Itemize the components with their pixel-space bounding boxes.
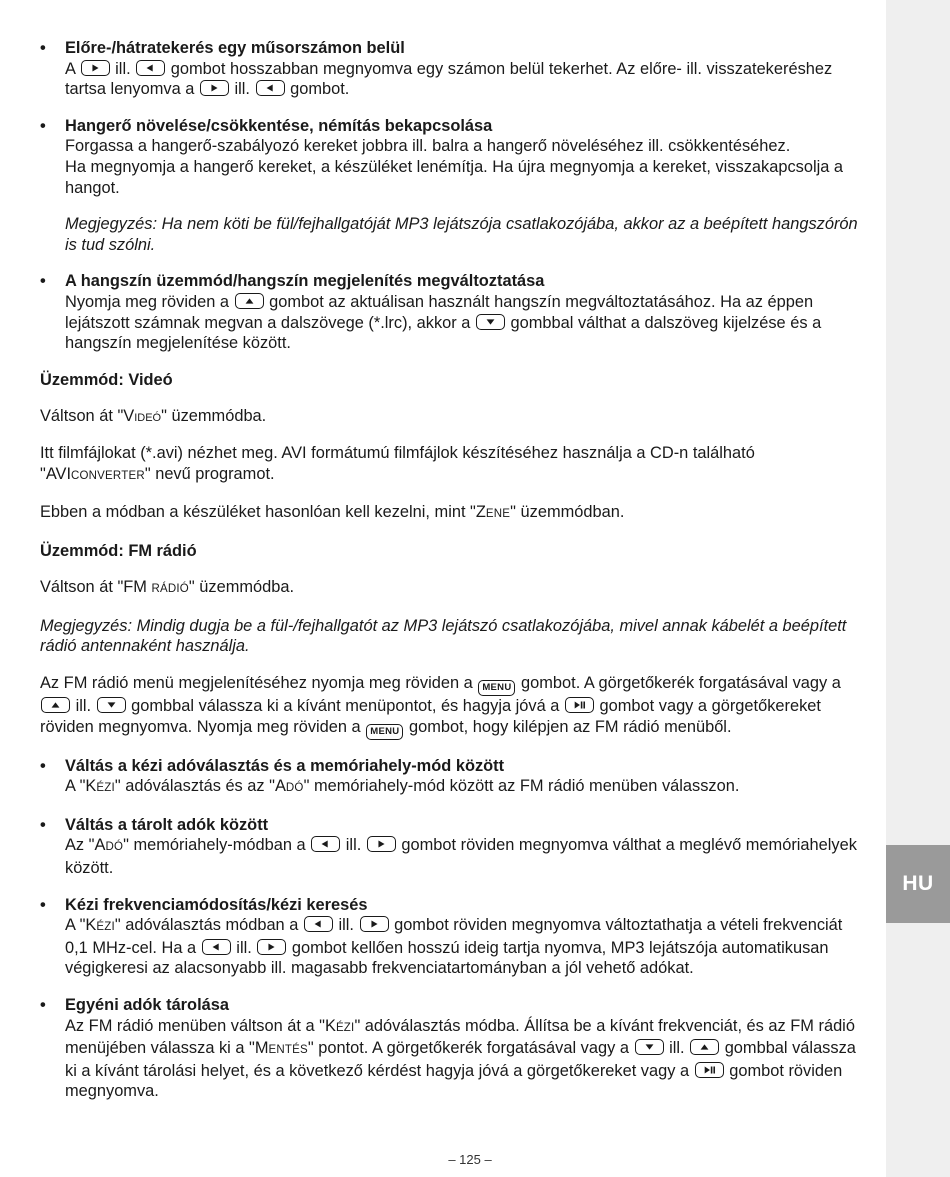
section-heading: Üzemmód: FM rádió [40, 541, 197, 560]
up-button-icon [235, 293, 264, 309]
bullet: • [40, 895, 46, 914]
bullet: • [40, 815, 46, 834]
item-title: Hangerő növelése/csökkentése, némítás bekapcsolása [65, 116, 493, 135]
section-heading: Üzemmód: Videó [40, 370, 173, 389]
play-forward-button-icon [367, 836, 396, 852]
bullet: • [40, 39, 46, 57]
play-back-button-icon [311, 836, 340, 852]
paragraph: Itt filmfájlokat (*.avi) nézhet meg. AVI formátumú filmfájlok készítéséhez használja a CD-n található "AVICONVERTER" nevű programot. [40, 443, 755, 483]
list-item: • Váltás a tárolt adók között Az "ADÓ" memóriahely-módban a ill. gombot röviden megnyomva válthat a meglévő memóriahelyek között. [40, 815, 860, 879]
play-back-button-icon [304, 916, 333, 932]
paragraph: Ebben a módban a készüléket hasonlóan kell kezelni, mint "ZENE" üzemmódban. [40, 503, 625, 522]
note: Megjegyzés: Ha nem köti be fül/fejhallgatóját MP3 lejátszója csatlakozójába, akkor az a beépített hangszórón is tud szólni. [65, 215, 858, 254]
up-button-icon [41, 697, 70, 713]
paragraph: Az FM rádió menü megjelenítéséhez nyomja meg röviden a MENU gombot. A görgetőkerék forgatásával vagy a ill. gombbal válassza ki a kívánt menüpontot, és hagyja jóvá a gombot vagy a görgetőkereket röviden megnyomva. Nyomja meg röviden a MENU gombot, hogy kilépjen az FM rádió menüből. [40, 673, 860, 740]
play-forward-button-icon [360, 916, 389, 932]
note: Megjegyzés: Mindig dugja be a fül-/fejhallgatót az MP3 lejátszó csatlakozójába, mivel annak kábelét a beépített rádió antennaként használja. [40, 616, 847, 656]
page-content [40, 38, 860, 1118]
bullet: • [40, 756, 46, 775]
item-title: A hangszín üzemmód/hangszín megjelenítés megváltoztatása [65, 272, 545, 291]
play-forward-button-icon [81, 60, 110, 76]
list-item: • Előre-/hátratekerés egy műsorszámon belül A ill. gombot hosszabban megnyomva egy számon belül tekerhet. Az előre- ill. visszatekeréshez tartsa lenyomva a ill. gombot. [40, 38, 860, 100]
play-back-button-icon [202, 939, 231, 955]
down-button-icon [635, 1039, 664, 1055]
paragraph: Váltson át "Videó" üzemmódba. [40, 407, 267, 426]
item-title: Egyéni adók tárolása [65, 996, 229, 1014]
item-title: Váltás a tárolt adók között [65, 815, 269, 834]
play-forward-button-icon [200, 80, 229, 96]
page-number: – 125 – [448, 1152, 492, 1167]
side-margin-bar [886, 0, 950, 1177]
menu-button-icon: MENU [478, 680, 515, 696]
bullet: • [40, 116, 46, 135]
bullet: • [40, 996, 46, 1014]
play-pause-button-icon [695, 1062, 724, 1078]
play-back-button-icon [256, 80, 285, 96]
bullet: • [40, 272, 46, 291]
menu-button-icon: MENU [366, 724, 403, 740]
language-tab: HU [886, 845, 950, 923]
list-item: • Hangerő növelése/csökkentése, némítás bekapcsolása Forgassa a hangerő-szabályozó kereket jobbra ill. balra a hangerő növeléséhez ill. csökkentéséhez. Ha megnyomja a hangerő kereket, a készüléket lenémítja. Ha újra megnyomja a kereket, visszakapcsolja a hangot. [40, 116, 860, 198]
play-back-button-icon [136, 60, 165, 76]
item-title: Kézi frekvenciamódosítás/kézi keresés [65, 895, 368, 914]
list-item: • Egyéni adók tárolása Az FM rádió menüben váltson át a "KÉZI" adóválasztás módba. Állítsa be a kívánt frekvenciát, és az FM rádió menüjében válassza ki a "MENTÉS" pontot. A görgetőkerék forgatásával vagy a ill. gombbal válassza ki a kívánt tárolási helyet, és a következő kérdést hagyja jóvá a görgetőkereket vagy a gombot röviden megnyomva. [40, 995, 860, 1102]
item-title: Váltás a kézi adóválasztás és a memóriahely-mód között [65, 756, 505, 775]
list-item: • A hangszín üzemmód/hangszín megjelenítés megváltoztatása Nyomja meg röviden a gombot az aktuálisan használt hangszín megváltoztatásához. Ha az éppen lejátszott számnak megvan a dalszövege (*.lrc), akkor a gombbal válthat a dalszöveg kijelzése és a hangszín megjelenítése között. [40, 271, 860, 353]
list-item: • Váltás a kézi adóválasztás és a memóriahely-mód között A "KÉZI" adóválasztás és az "ADÓ" memóriahely-mód között az FM rádió menüben válasszon. [40, 756, 860, 799]
up-button-icon [690, 1039, 719, 1055]
down-button-icon [476, 314, 505, 330]
list-item: • Kézi frekvenciamódosítás/kézi keresés A "KÉZI" adóválasztás módban a ill. gombot röviden megnyomva változtathatja a vételi frekvenciát 0,1 MHz-cel. Ha a ill. gombot kellően hosszú ideig tartja nyomva, MP3 lejátszója automatikusan végigkeresi az alacsonyabb ill. magasabb frekvenciatartományban a jól vehető adókat. [40, 895, 860, 979]
down-button-icon [97, 697, 126, 713]
play-pause-button-icon [565, 697, 594, 713]
paragraph: Váltson át "FM RÁDIÓ" üzemmódba. [40, 578, 295, 597]
play-forward-button-icon [257, 939, 286, 955]
item-title: Előre-/hátratekerés egy műsorszámon belül [65, 39, 405, 57]
